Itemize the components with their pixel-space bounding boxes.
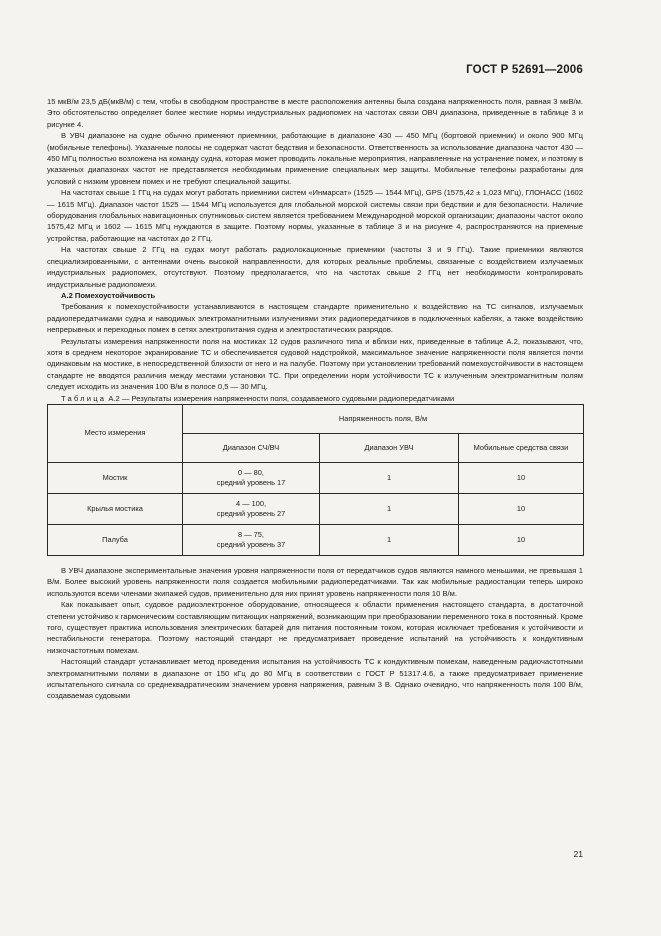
table-caption-text: А.2 — Результаты измерения напряженности поля, создаваемого судовыми радиопередатчиками — [108, 393, 455, 403]
paragraph: На частотах свыше 2 ГГц на судах могут работать радиолокационные приемники (частоты 3 и 9 ГГц). Такие приемники являются специализированными, с антеннами очень высокой направленности, для которых реальные проблемы, связанные с воздействием излучаемых индустриальных радиопомех, отсутствуют. Поэтому предполагается, что на частотах свыше 2 ГГц нет необходимости контролировать индустриальные радиопомехи. — [47, 245, 583, 289]
cell-mobile: 10 — [459, 462, 584, 493]
cell-uhf: 1 — [320, 493, 459, 524]
cell-mf-level: средний уровень 27 — [216, 508, 286, 518]
cell-place: Мостик — [48, 462, 183, 493]
header-uhf: Диапазон УВЧ — [320, 433, 459, 462]
paragraph: Настоящий стандарт устанавливает метод проведения испытания на устойчивость ТС к кондуктивным помехам, наведенным радиочастотными электромагнитными полями в диапазоне от 150 кГц до 80 МГц в соответствии с ГОСТ Р 51317.4.6, а также предусматривает применение испытательного сигнала со среднеквадратическим значением уровня напряжения, равным 3 В. Однако очевидно, что напряженность поля 100 В/м, создаваемая судовыми — [47, 657, 583, 701]
cell-mf-hf — [183, 524, 320, 555]
cell-place: Палуба — [48, 524, 183, 555]
table-caption — [47, 393, 583, 404]
field-strength-table — [47, 404, 584, 556]
cell-mf-range: 8 — 75, — [238, 529, 264, 539]
header-mobile: Мобильные средства связи — [459, 433, 584, 462]
table-caption-label: Таблица — [61, 393, 107, 403]
paragraph: Требования к помехоустойчивости устанавливаются в настоящем стандарте применительно к воздействию на ТС сигналов, излучаемых радиопередатчиками судна и наводимых электромагнитными излучениями этих радиопередатчиков в подключенных кабелях, а также воздействию непрерывных и переходных помех в сетях электропитания судна и электростатических разрядов. — [47, 302, 583, 335]
paragraph: На частотах свыше 1 ГГц на судах могут работать приемники систем «Инмарсат» (1525 — 1544 МГц), GPS (1575,42 ± 1,023 МГц), ГЛОНАСС (1602 — 1615 МГц). Диапазон частот 1525 — 1544 МГц используется для глобальной морской системы связи при бедствии и для безопасности. Наличие оборудования глобальных навигационных спутниковых систем является требованием Международной морской организации; диапазоны частот около 1575,42 МГц и 1602 — 1615 МГц нуждаются в защите. Поэтому нормы, указанные в таблице 3 и на рисунке 4, распространяются на приемные устройства, работающие на частотах до 2 ГГц. — [47, 188, 583, 243]
cell-uhf: 1 — [320, 462, 459, 493]
cell-mf-range: 4 — 100, — [236, 498, 266, 508]
cell-mobile: 10 — [459, 493, 584, 524]
paragraph: В УВЧ диапазоне экспериментальные значения уровня напряженности поля от передатчиков судов являются намного меньшими, не превышая 1 В/м. Более высокий уровень напряженности поля создается мобильными радиопередатчиками. Так как мобильные радиостанции теперь широко используются всеми членами экипажей судов, применительно для них принят уровень напряженности поля 10 В/м. — [47, 565, 583, 598]
cell-mf-level: средний уровень 17 — [216, 477, 286, 487]
paragraph: Результаты измерения напряженности поля на мостиках 12 судов различного типа и вблизи них, приведенные в таблице А.2, показывают, что, хотя в среднем некоторое экранирование ТС и обеспечивается судовой надстройкой, максимальное значение напряженности поля является почти одинаковым на мостике, в непосредственной близости от него и на палубе. Поэтому при установлении требований помехоустойчивости в настоящем стандарте не вводятся различия между местами установки ТС. При определении норм устойчивости ТС к излученным электромагнитным полям следует исходить из значения 100 В/м в полосе 0,5 — 30 МГц. — [47, 336, 583, 392]
cell-mf-hf — [183, 493, 320, 524]
paragraph: Как показывает опыт, судовое радиоэлектронное оборудование, относящееся к области применения настоящего стандарта, в достаточной степени устойчиво к гармоническим составляющим питающих напряжений, возникающим при преобразовании переменного тока в постоянный. Кроме того, существует практика использования электрических батарей для питания постоянным током, которая исключает требования к устойчивости и нестабильности генератора. Поэтому настоящий стандарт не предусматривает проведение испытаний на устойчивость к кондуктивным низкочастотным помехам. — [47, 600, 583, 655]
page-number: 21 — [573, 849, 583, 859]
section-heading: А.2 Помехоустойчивость — [61, 290, 156, 300]
cell-place: Крылья мостика — [48, 493, 183, 524]
cell-mf-range: 0 — 80, — [238, 467, 264, 477]
table-row — [48, 462, 584, 493]
standard-code-header: ГОСТ Р 52691—2006 — [466, 64, 583, 76]
paragraph: В УВЧ диапазоне на судне обычно применяют приемники, работающие в диапазоне 430 — 450 МГц (бортовой приемник) и около 900 МГц (мобильные телефоны). Указанные полосы не содержат частот бедствия и безопасности. Ответственность за использование диапазона частот 430 — 450 МГц полностью возложена на команду судна, которая может проводить локальные мероприятия, направленные на устранение помех, и поэтому в указанных диапазонах частот не представляется необходимым применение специальных мер защиты. Мобильные телефоны разработаны для условий с низким уровнем помех и не требуют специальной защиты. — [47, 131, 583, 186]
header-mf-hf: Диапазон СЧ/ВЧ — [183, 433, 320, 462]
cell-mf-level: средний уровень 37 — [216, 539, 286, 549]
cell-mobile: 10 — [459, 524, 584, 555]
header-place: Место измерения — [48, 404, 183, 462]
cell-mf-hf — [183, 462, 320, 493]
cell-uhf: 1 — [320, 524, 459, 555]
paragraph: 15 мкВ/м 23,5 дБ(мкВ/м) с тем, чтобы в свободном пространстве в месте расположения антенны была создана напряженность поля, равная 3 мкВ/м. Это обстоятельство определяет более жесткие нормы индустриальных радиопомех на частотах связи ОВЧ диапазона, приведенные в таблице 3 и рисунке 4. — [47, 97, 583, 129]
header-field-strength: Напряженность поля, В/м — [183, 404, 584, 433]
table-row — [48, 493, 584, 524]
document-body — [47, 96, 583, 702]
table-row — [48, 524, 584, 555]
